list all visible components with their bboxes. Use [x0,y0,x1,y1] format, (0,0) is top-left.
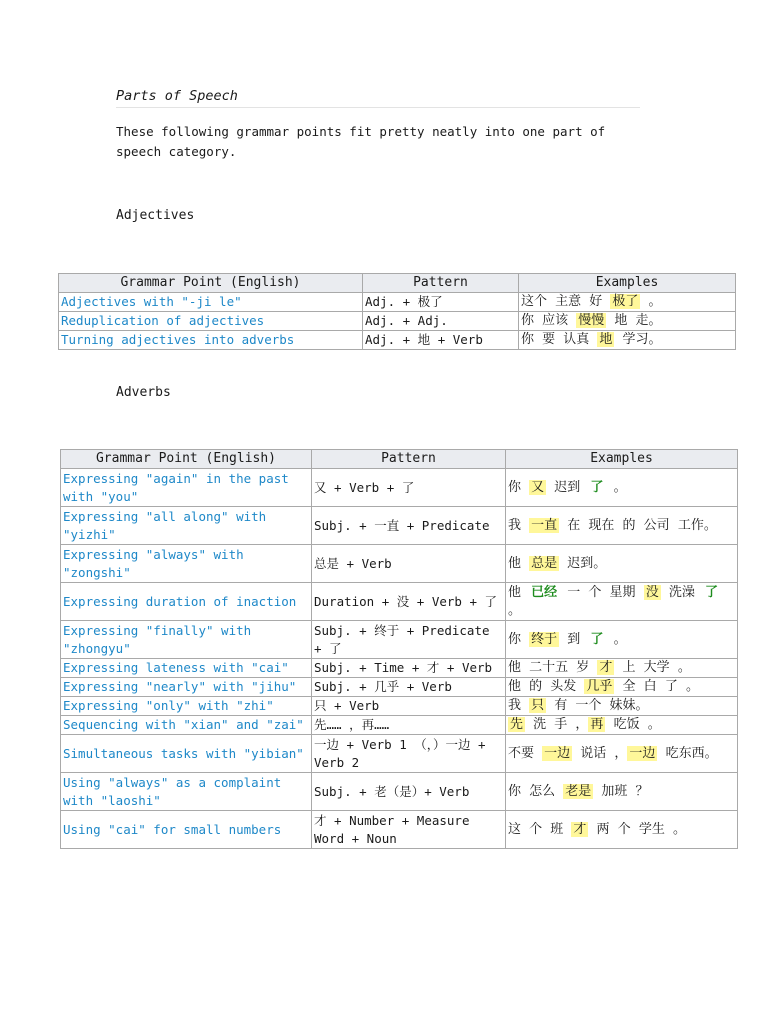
example-text: 他 [508,584,530,600]
highlighted-word: 极了 [612,294,639,309]
grammar-point-link[interactable]: Turning adjectives into adverbs [59,331,363,350]
example-text: 加班 ？ [593,783,649,799]
pattern-cell: 总是 + Verb [312,545,506,583]
example-text: 一 个 星期 [559,584,644,600]
grammar-point-link[interactable]: Expressing "again" in the past with "you" [61,469,312,507]
grammar-point-link[interactable]: Expressing "only" with "zhi" [61,697,312,716]
table-header-row [59,274,736,293]
highlighted-word: 才 [573,821,587,837]
pattern-cell: Subj. + 老（是）+ Verb [312,773,506,811]
example-text: 。 [605,479,627,495]
example-text: 这 个 班 [508,821,572,837]
highlighted-word: 了 [590,631,604,647]
column-header-grammar-point: Grammar Point (English) [59,274,363,293]
column-header-examples: Examples [519,274,736,293]
table-row [61,811,738,849]
example-cell [506,545,738,583]
table-row [61,583,738,621]
pattern-cell: 先…… ，再…… [312,716,506,735]
highlighted-word: 又 [531,479,545,495]
example-text: 这个 主意 好 [521,294,611,309]
table-row [61,716,738,735]
table-row [61,507,738,545]
example-text: 学习。 [614,332,662,347]
example-text: 你 [508,631,530,647]
highlighted-word: 终于 [531,631,558,647]
pattern-cell: Subj. + 终于 + Predicate + 了 [312,621,506,659]
table-header-row [61,450,738,469]
example-text: 你 要 认真 [521,332,598,347]
pattern-cell: Adj. + 极了 [363,293,519,312]
example-cell [519,293,736,312]
highlighted-word: 已经 [531,584,558,600]
example-text: 我 [508,698,530,713]
adjectives-heading: Adjectives [116,208,195,223]
pattern-cell: Duration + 没 + Verb + 了 [312,583,506,621]
example-cell [506,716,738,735]
highlighted-word: 没 [645,584,659,600]
pattern-cell: 一边 + Verb 1 （，）一边 + Verb 2 [312,735,506,773]
highlighted-word: 地 [599,332,613,347]
highlighted-word: 了 [590,479,604,495]
column-header-pattern: Pattern [312,450,506,469]
grammar-point-link[interactable]: Sequencing with "xian" and "zai" [61,716,312,735]
grammar-point-link[interactable]: Expressing "finally" with "zhongyu" [61,621,312,659]
pattern-cell: Subj. + 几乎 + Verb [312,678,506,697]
table-row [61,469,738,507]
example-text: 我 [508,517,530,533]
table-row [61,735,738,773]
example-cell [506,659,738,678]
example-text: 吃东西。 [657,745,718,761]
example-cell [506,621,738,659]
pattern-cell: 只 + Verb [312,697,506,716]
example-text: 他 的 头发 [508,679,585,694]
example-text: 他 二十五 岁 [508,660,598,675]
column-header-grammar-point: Grammar Point (English) [61,450,312,469]
example-text: 。 [640,294,662,309]
example-cell [506,507,738,545]
grammar-point-link[interactable]: Adjectives with "-ji le" [59,293,363,312]
grammar-point-link[interactable]: Using "always" as a complaint with "laoshi" [61,773,312,811]
pattern-cell: Subj. + Time + 才 + Verb [312,659,506,678]
column-header-examples: Examples [506,450,738,469]
example-cell [506,773,738,811]
example-text: 地 走。 [606,313,662,328]
example-text: 到 [559,631,589,647]
example-cell [506,811,738,849]
table-row [59,293,736,312]
example-text: 全 白 了 。 [614,679,699,694]
adverbs-heading: Adverbs [116,385,171,400]
example-text: 。 [605,631,627,647]
highlighted-word: 了 [704,584,718,600]
table-row [61,678,738,697]
pattern-cell: 才 + Number + Measure Word + Noun [312,811,506,849]
example-cell [506,697,738,716]
highlighted-word: 再 [590,717,604,732]
example-text: 不要 [508,745,543,761]
highlighted-word: 慢慢 [578,313,605,328]
example-text: 你 [508,479,530,495]
intro-paragraph: These following grammar points fit pretty neatly into one part of speech category. [116,124,606,159]
table-row [61,545,738,583]
grammar-point-link[interactable]: Using "cai" for small numbers [61,811,312,849]
example-text: 洗 手 ， [525,717,589,732]
grammar-point-link[interactable]: Expressing lateness with "cai" [61,659,312,678]
grammar-point-link[interactable]: Simultaneous tasks with "yibian" [61,735,312,773]
highlighted-word: 一边 [544,745,571,761]
highlighted-word: 只 [531,698,545,713]
example-text: 迟到。 [559,555,607,571]
example-cell [519,331,736,350]
grammar-point-link[interactable]: Expressing "nearly" with "jihu" [61,678,312,697]
example-text: 迟到 [546,479,589,495]
highlighted-word: 老是 [565,783,592,799]
pattern-cell: Adj. + 地 + Verb [363,331,519,350]
pattern-cell: 又 + Verb + 了 [312,469,506,507]
table-row [61,697,738,716]
grammar-point-link[interactable]: Reduplication of adjectives [59,312,363,331]
example-cell [519,312,736,331]
table-row [61,659,738,678]
example-text: 有 一个 妹妹。 [546,698,649,713]
highlighted-word: 总是 [531,555,558,571]
table-row [61,621,738,659]
grammar-point-link[interactable]: Expressing duration of inaction [61,583,312,621]
example-cell [506,583,738,621]
example-text: 。 [508,602,522,618]
highlighted-word: 几乎 [586,679,613,694]
example-text: 在 现在 的 公司 工作。 [559,517,717,533]
example-text: 上 大学 。 [614,660,691,675]
highlighted-word: 一直 [531,517,558,533]
example-cell [506,735,738,773]
highlighted-word: 先 [510,717,524,732]
example-cell [506,469,738,507]
example-text: 他 [508,555,530,571]
highlighted-word: 才 [599,660,613,675]
example-text: 你 怎么 [508,783,564,799]
example-text: 吃饭 。 [605,717,661,732]
example-text: 说话 ， [572,745,628,761]
pattern-cell: Adj. + Adj. [363,312,519,331]
grammar-point-link[interactable]: Expressing "always" with "zongshi" [61,545,312,583]
table-row [59,312,736,331]
table-row [61,773,738,811]
adjectives-table [58,273,736,350]
column-header-pattern: Pattern [363,274,519,293]
example-text: 两 个 学生 。 [588,821,686,837]
highlighted-word: 一边 [629,745,656,761]
adverbs-table [60,449,738,849]
pattern-cell: Subj. + 一直 + Predicate [312,507,506,545]
example-text: 洗澡 [660,584,703,600]
grammar-point-link[interactable]: Expressing "all along" with "yizhi" [61,507,312,545]
example-cell [506,678,738,697]
page-title: Parts of Speech [116,88,640,108]
example-text: 你 应该 [521,313,577,328]
table-row [59,331,736,350]
